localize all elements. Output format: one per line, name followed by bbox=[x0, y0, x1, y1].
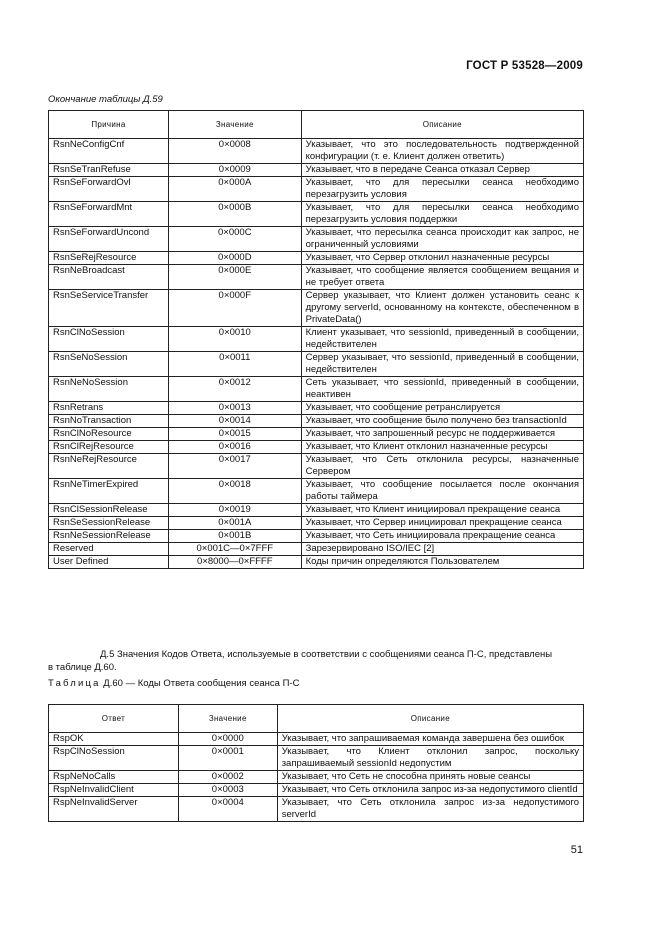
table-row bbox=[49, 139, 584, 164]
description-cell: Указывает, что пересылка сеанса происходит как запрос, не ограниченный условиями bbox=[301, 227, 583, 252]
column-header-description: Описание bbox=[277, 705, 583, 733]
paragraph-line-2: в таблице Д.60. bbox=[48, 662, 117, 673]
code-name-cell: RsnSeRejResource bbox=[49, 252, 169, 265]
table-d59 bbox=[48, 110, 584, 569]
table-row bbox=[49, 252, 584, 265]
code-name-cell: RsnNoTransaction bbox=[49, 415, 169, 428]
table-row bbox=[49, 177, 584, 202]
table-row bbox=[49, 733, 584, 746]
table-row bbox=[49, 556, 584, 569]
table-row bbox=[49, 771, 584, 784]
table-row bbox=[49, 164, 584, 177]
code-name-cell: RsnNeTimerExpired bbox=[49, 479, 169, 504]
code-value-cell: 0×000F bbox=[168, 290, 301, 327]
table-row bbox=[49, 797, 584, 822]
description-cell: Указывает, что запрошенный ресурс не поддерживается bbox=[301, 428, 583, 441]
code-value-cell: 0×000C bbox=[168, 227, 301, 252]
description-cell: Зарезервировано ISO/IEC [2] bbox=[301, 543, 583, 556]
column-header-value: Значение bbox=[178, 705, 277, 733]
code-name-cell: Reserved bbox=[49, 543, 169, 556]
code-name-cell: RsnSeForwardMnt bbox=[49, 202, 169, 227]
table-row bbox=[49, 746, 584, 771]
description-cell: Сервер указывает, что Клиент должен установить сеанс к другому serverId, основанному на контексте, обеспеченном в PrivateData() bbox=[301, 290, 583, 327]
code-value-cell: 0×0009 bbox=[168, 164, 301, 177]
code-name-cell: RsnSeSessionRelease bbox=[49, 517, 169, 530]
table-row bbox=[49, 454, 584, 479]
code-name-cell: RsnClNoResource bbox=[49, 428, 169, 441]
description-cell: Указывает, что Клиент отклонил запрос, поскольку запрашиваемый sessionId недопустим bbox=[277, 746, 583, 771]
code-name-cell: RsnSeForwardUncond bbox=[49, 227, 169, 252]
code-value-cell: 0×000B bbox=[168, 202, 301, 227]
table-row bbox=[49, 479, 584, 504]
code-value-cell: 0×001B bbox=[168, 530, 301, 543]
code-name-cell: RsnSeNoSession bbox=[49, 352, 169, 377]
table-row bbox=[49, 517, 584, 530]
section-d5-paragraph bbox=[48, 648, 584, 674]
column-header-value: Значение bbox=[168, 111, 301, 139]
code-name-cell: RsnClRejResource bbox=[49, 441, 169, 454]
code-name-cell: RspNeNoCalls bbox=[49, 771, 179, 784]
table-header-row bbox=[49, 705, 584, 733]
code-value-cell: 0×000A bbox=[168, 177, 301, 202]
description-cell: Указывает, что Сеть отклонила запрос из-за недопустимого serverId bbox=[277, 797, 583, 822]
table-row bbox=[49, 543, 584, 556]
table-caption-prefix: Таблица bbox=[48, 678, 101, 689]
table-continuation-caption: Окончание таблицы Д.59 bbox=[48, 94, 163, 105]
code-value-cell: 0×0002 bbox=[178, 771, 277, 784]
code-value-cell: 0×000E bbox=[168, 265, 301, 290]
table-d60 bbox=[48, 704, 584, 822]
table-row bbox=[49, 441, 584, 454]
code-name-cell: RsnRetrans bbox=[49, 402, 169, 415]
table-row bbox=[49, 504, 584, 517]
code-value-cell: 0×0003 bbox=[178, 784, 277, 797]
code-name-cell: RsnSeServiceTransfer bbox=[49, 290, 169, 327]
table-row bbox=[49, 784, 584, 797]
description-cell: Указывает, что Клиент инициировал прекращение сеанса bbox=[301, 504, 583, 517]
column-header-description: Описание bbox=[301, 111, 583, 139]
code-value-cell: 0×0019 bbox=[168, 504, 301, 517]
table-row bbox=[49, 415, 584, 428]
table-row bbox=[49, 402, 584, 415]
table-caption-title: Д.60 — Коды Ответа сообщения сеанса П-С bbox=[100, 678, 300, 689]
code-name-cell: RsnClSessionRelease bbox=[49, 504, 169, 517]
description-cell: Сеть указывает, что sessionId, приведенный в сообщении, неактивен bbox=[301, 377, 583, 402]
description-cell: Указывает, что Сеть отклонила ресурсы, назначенные Сервером bbox=[301, 454, 583, 479]
code-value-cell: 0×001C—0×7FFF bbox=[168, 543, 301, 556]
table-d60-caption bbox=[48, 678, 299, 689]
description-cell: Указывает, что Сеть отклонила запрос из-за недопустимого clientId bbox=[277, 784, 583, 797]
code-value-cell: 0×0016 bbox=[168, 441, 301, 454]
column-header-reason: Причина bbox=[49, 111, 169, 139]
description-cell: Сервер указывает, что sessionId, приведенный в сообщении, недействителен bbox=[301, 352, 583, 377]
description-cell: Указывает, что сообщение является сообщением вещания и не требует ответа bbox=[301, 265, 583, 290]
code-name-cell: RsnNeNoSession bbox=[49, 377, 169, 402]
code-value-cell: 0×0008 bbox=[168, 139, 301, 164]
description-cell: Указывает, что для пересылки сеанса необходимо перезагрузить условия поддержки bbox=[301, 202, 583, 227]
code-name-cell: RspOK bbox=[49, 733, 179, 746]
code-value-cell: 0×0004 bbox=[178, 797, 277, 822]
code-name-cell: RsnSeForwardOvl bbox=[49, 177, 169, 202]
code-value-cell: 0×0015 bbox=[168, 428, 301, 441]
code-value-cell: 0×0014 bbox=[168, 415, 301, 428]
table-d59-body bbox=[49, 139, 584, 569]
code-name-cell: User Defined bbox=[49, 556, 169, 569]
table-d60-body bbox=[49, 733, 584, 822]
code-name-cell: RspClNoSession bbox=[49, 746, 179, 771]
code-name-cell: RsnNeBroadcast bbox=[49, 265, 169, 290]
paragraph-line-1: Д.5 Значения Кодов Ответа, используемые в соответствии с сообщениями сеанса П-С, представлены bbox=[100, 649, 553, 660]
table-row bbox=[49, 530, 584, 543]
code-name-cell: RspNeInvalidClient bbox=[49, 784, 179, 797]
description-cell: Клиент указывает, что sessionId, приведенный в сообщении, недействителен bbox=[301, 327, 583, 352]
description-cell: Указывает, что Сервер инициировал прекращение сеанса bbox=[301, 517, 583, 530]
table-row bbox=[49, 377, 584, 402]
code-name-cell: RsnNeRejResource bbox=[49, 454, 169, 479]
code-value-cell: 0×0001 bbox=[178, 746, 277, 771]
description-cell: Указывает, что Сервер отклонил назначенные ресурсы bbox=[301, 252, 583, 265]
description-cell: Указывает, что в передаче Сеанса отказал Сервер bbox=[301, 164, 583, 177]
code-value-cell: 0×0010 bbox=[168, 327, 301, 352]
table-row bbox=[49, 290, 584, 327]
code-value-cell: 0×0012 bbox=[168, 377, 301, 402]
page-number: 51 bbox=[570, 844, 583, 856]
code-name-cell: RspNeInvalidServer bbox=[49, 797, 179, 822]
description-cell: Указывает, что Сеть не способна принять новые сеансы bbox=[277, 771, 583, 784]
code-name-cell: RsnNeSessionRelease bbox=[49, 530, 169, 543]
document-standard-header: ГОСТ Р 53528—2009 bbox=[466, 60, 583, 72]
table-header-row bbox=[49, 111, 584, 139]
table-row bbox=[49, 428, 584, 441]
description-cell: Указывает, что сообщение было получено без transactionId bbox=[301, 415, 583, 428]
description-cell: Указывает, что запрашиваемая команда завершена без ошибок bbox=[277, 733, 583, 746]
table-row bbox=[49, 227, 584, 252]
code-name-cell: RsnNeConfigCnf bbox=[49, 139, 169, 164]
description-cell: Указывает, что для пересылки сеанса необходимо перезагрузить условия bbox=[301, 177, 583, 202]
code-name-cell: RsnClNoSession bbox=[49, 327, 169, 352]
code-value-cell: 0×0011 bbox=[168, 352, 301, 377]
code-name-cell: RsnSeTranRefuse bbox=[49, 164, 169, 177]
description-cell: Коды причин определяются Пользователем bbox=[301, 556, 583, 569]
description-cell: Указывает, что сообщение посылается после окончания работы таймера bbox=[301, 479, 583, 504]
table-row bbox=[49, 352, 584, 377]
table-row bbox=[49, 202, 584, 227]
code-value-cell: 0×000D bbox=[168, 252, 301, 265]
code-value-cell: 0×001A bbox=[168, 517, 301, 530]
description-cell: Указывает, что Сеть инициировала прекращение сеанса bbox=[301, 530, 583, 543]
code-value-cell: 0×0017 bbox=[168, 454, 301, 479]
table-row bbox=[49, 327, 584, 352]
column-header-response: Ответ bbox=[49, 705, 179, 733]
code-value-cell: 0×0018 bbox=[168, 479, 301, 504]
description-cell: Указывает, что Клиент отклонил назначенные ресурсы bbox=[301, 441, 583, 454]
code-value-cell: 0×8000—0×FFFF bbox=[168, 556, 301, 569]
description-cell: Указывает, что сообщение ретранслируется bbox=[301, 402, 583, 415]
code-value-cell: 0×0000 bbox=[178, 733, 277, 746]
code-value-cell: 0×0013 bbox=[168, 402, 301, 415]
description-cell: Указывает, что это последовательность подтвержденной конфигурации (т. е. Клиент должен ответить) bbox=[301, 139, 583, 164]
table-row bbox=[49, 265, 584, 290]
